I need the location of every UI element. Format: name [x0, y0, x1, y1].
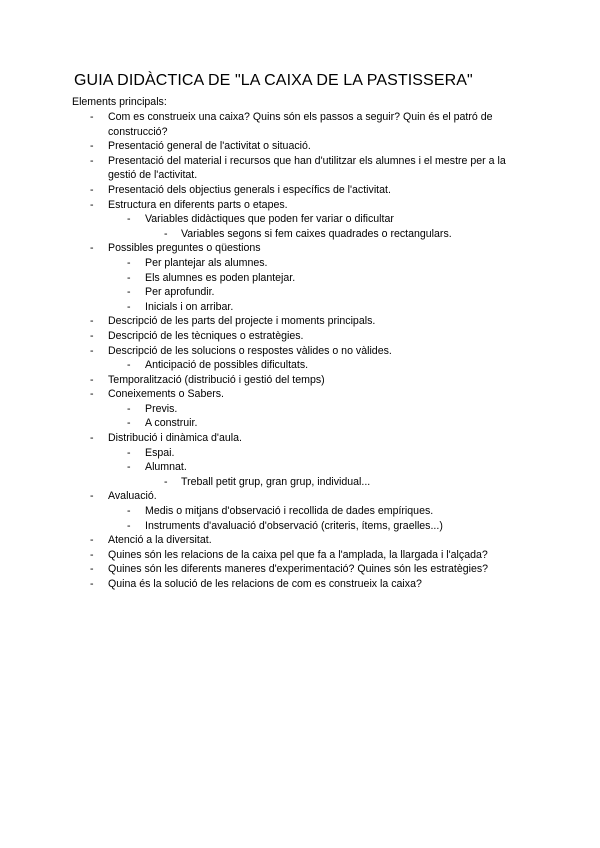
list-item-text: Variables didàctiques que poden fer variar o dificultar [145, 213, 394, 226]
bullet-dash: - [90, 534, 94, 547]
list-item-text: Alumnat. [145, 461, 187, 474]
list-item-level-1 [0, 198, 600, 213]
list-item-level-2 [0, 285, 600, 300]
list-item-text: Anticipació de possibles dificultats. [145, 359, 309, 372]
list-item-text: Presentació general de l'activitat o situació. [108, 140, 311, 153]
bullet-dash: - [90, 490, 94, 503]
bullet-dash: - [127, 300, 131, 313]
list-item-level-2 [0, 416, 600, 431]
bullet-dash: - [90, 344, 94, 357]
list-item-text: Previs. [145, 402, 178, 415]
list-item-level-2 [0, 358, 600, 373]
list-item-text: Presentació del material i recursos que han d'utilitzar els alumnes i el mestre per a la gestió de l'activitat. [108, 154, 506, 182]
list-item-text: Presentació dels objectius generals i específics de l'activitat. [108, 183, 391, 196]
bullet-dash: - [90, 373, 94, 386]
list-item-text: Coneixements o Sabers. [108, 388, 225, 401]
bullet-dash: - [90, 563, 94, 576]
list-item-text: Els alumnes es poden plantejar. [145, 271, 296, 284]
list-item-level-2 [0, 256, 600, 271]
bullet-dash: - [127, 519, 131, 532]
bullet-dash: - [90, 329, 94, 342]
list-item-level-2 [0, 271, 600, 286]
list-item-level-1 [0, 139, 600, 154]
list-item-level-1 [0, 329, 600, 344]
list-item-text: Per aprofundir. [145, 286, 215, 299]
bullet-dash: - [127, 213, 131, 226]
list-item-text: Atenció a la diversitat. [108, 534, 212, 547]
bullet-dash: - [90, 432, 94, 445]
bullet-dash: - [90, 578, 94, 590]
bullet-dash: - [127, 446, 131, 459]
list-item-level-3 [0, 227, 600, 242]
list-item-level-1 [0, 562, 600, 577]
list-item-text: Com es construeix una caixa? Quins són els passos a seguir? Quin és el patró de construcció? [108, 111, 493, 138]
bullet-dash: - [127, 359, 131, 372]
list-item-level-1 [0, 314, 600, 329]
bullet-dash: - [127, 286, 131, 299]
bullet-dash: - [127, 505, 131, 518]
bullet-dash: - [90, 183, 94, 196]
list-item-level-1 [0, 241, 600, 256]
bullet-dash: - [127, 402, 131, 415]
list-item-text: Instruments d'avaluació d'observació (criteris, ítems, graelles...) [145, 519, 443, 532]
list-item-text: Distribució i dinàmica d'aula. [108, 432, 242, 445]
list-item-text: Espai. [145, 446, 175, 459]
bullet-dash: - [90, 154, 94, 167]
bullet-dash: - [90, 388, 94, 401]
section-heading: Elements principals: [72, 96, 167, 108]
list-item-level-2 [0, 504, 600, 519]
bullet-dash: - [90, 548, 94, 561]
element-list [0, 110, 600, 592]
list-item-level-1 [0, 154, 600, 183]
list-item-text: Possibles preguntes o qüestions [108, 242, 261, 255]
list-item-level-1 [0, 577, 600, 592]
bullet-dash: - [90, 315, 94, 328]
document-title: GUIA DIDÀCTICA DE "LA CAIXA DE LA PASTISSERA" [74, 72, 473, 89]
list-item-text: Avaluació. [108, 490, 157, 503]
list-item-text: Descripció de les tècniques o estratègies. [108, 329, 304, 342]
list-item-text: Quines són les diferents maneres d'experimentació? Quines són les estratègies? [108, 563, 489, 576]
bullet-dash: - [90, 242, 94, 255]
list-item-text: Inicials i on arribar. [145, 300, 234, 313]
bullet-dash: - [127, 271, 131, 284]
list-item-level-2 [0, 460, 600, 475]
list-item-level-3 [0, 475, 600, 490]
list-item-text: Quina és la solució de les relacions de com es construeix la caixa? [108, 578, 422, 590]
list-item-text: Descripció de les parts del projecte i moments principals. [108, 315, 376, 328]
list-item-level-2 [0, 519, 600, 534]
list-item-text: A construir. [145, 417, 198, 430]
bullet-dash: - [90, 198, 94, 211]
list-item-text: Quines són les relacions de la caixa pel que fa a l'amplada, la llargada i l'alçada? [108, 548, 488, 561]
list-item-text: Estructura en diferents parts o etapes. [108, 198, 288, 211]
list-item-level-1 [0, 183, 600, 198]
bullet-dash: - [90, 140, 94, 153]
list-item-text: Temporalització (distribució i gestió del temps) [108, 373, 325, 386]
list-item-level-1 [0, 548, 600, 563]
list-item-level-2 [0, 446, 600, 461]
list-item-level-2 [0, 300, 600, 315]
list-item-level-2 [0, 212, 600, 227]
list-item-level-1 [0, 489, 600, 504]
list-item-text: Variables segons si fem caixes quadrades o rectangulars. [181, 227, 452, 240]
list-item-text: Per plantejar als alumnes. [145, 256, 268, 269]
list-item-level-2 [0, 402, 600, 417]
bullet-dash: - [127, 256, 131, 269]
list-item-level-1 [0, 431, 600, 446]
list-item-level-1 [0, 373, 600, 388]
bullet-dash: - [164, 475, 168, 488]
list-item-text: Medis o mitjans d'observació i recollida de dades empíriques. [145, 505, 434, 518]
list-item-level-1 [0, 387, 600, 402]
list-item-text: Treball petit grup, gran grup, individual... [181, 475, 371, 488]
list-item-level-1 [0, 110, 600, 139]
list-item-level-1 [0, 533, 600, 548]
bullet-dash: - [164, 227, 168, 240]
bullet-dash: - [127, 461, 131, 474]
bullet-dash: - [127, 417, 131, 430]
bullet-dash: - [90, 111, 94, 123]
list-item-text: Descripció de les solucions o respostes vàlides o no vàlides. [108, 344, 392, 357]
list-item-level-1 [0, 344, 600, 359]
